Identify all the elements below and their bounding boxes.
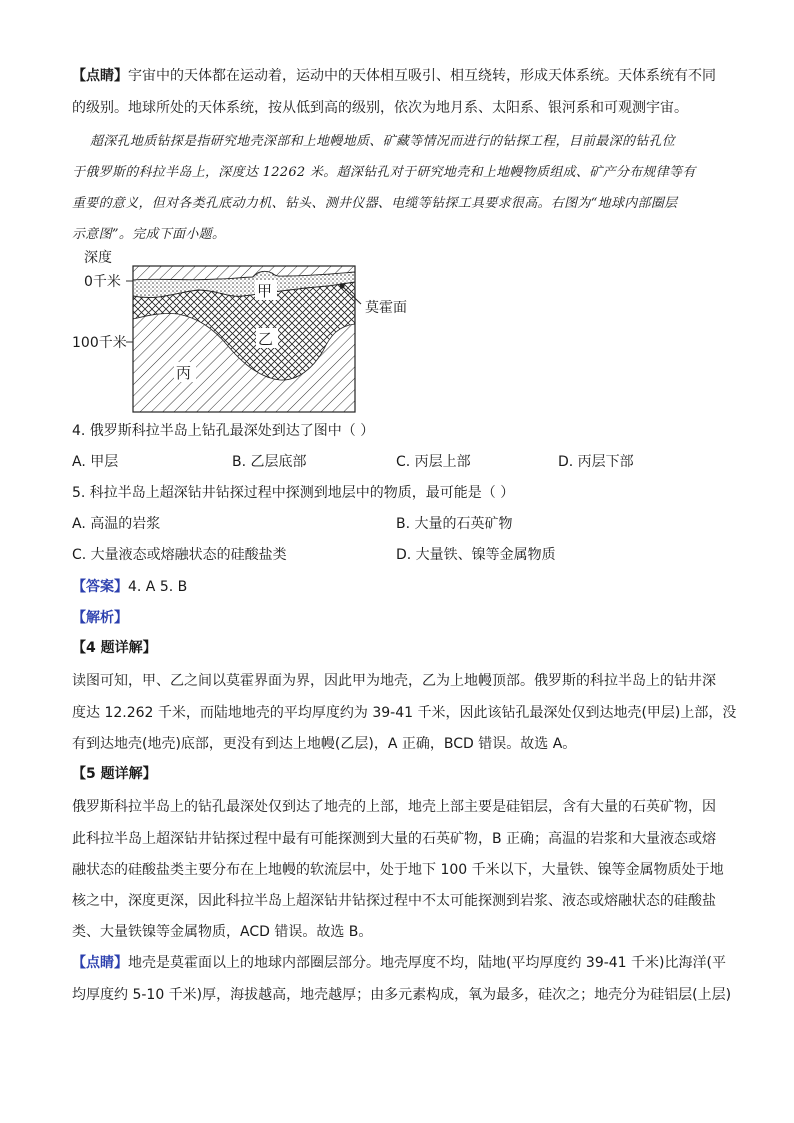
closing-tip-line-2: 均厚度约 5-10 千米)厚，海拔越高，地壳越厚；由多元素构成，氧为最多，硅次之；地壳分为硅铝层(上层)	[72, 987, 732, 1003]
closing-tip-tag: 【点睛】	[72, 955, 128, 971]
answer-tag: 【答案】	[72, 579, 128, 595]
q4-detail-tag: 【4 题详解】	[72, 640, 157, 656]
passage-line: 于俄罗斯的科拉半岛上，深度达 12262 米。超深钻孔对于研究地壳和上地幔物质组成、矿产分布规律等有	[72, 165, 696, 180]
q5-option-c: C. 大量液态或熔融状态的硅酸盐类	[72, 547, 287, 563]
depth-axis-title: 深度	[84, 250, 112, 266]
depth-0-label: 0千米	[84, 274, 121, 290]
q5-option-b: B. 大量的石英矿物	[396, 516, 513, 532]
q4-option-a: A. 甲层	[72, 454, 119, 470]
q4-detail-line: 读图可知，甲、乙之间以莫霍界面为界，因此甲为地壳，乙为上地幔顶部。俄罗斯的科拉半岛上的钻井深	[72, 673, 716, 689]
q5-detail-line: 核之中，深度更深，因此科拉半岛上超深钻井钻探过程中不太可能探测到岩浆、液态或熔融状态的硅酸盐	[72, 893, 716, 909]
question-5-stem: 5. 科拉半岛上超深钻井钻探过程中探测到地层中的物质，最可能是（ ）	[72, 485, 515, 501]
passage-line: 示意图”。完成下面小题。	[72, 227, 226, 242]
q5-detail-line: 类、大量铁镍等金属物质，ACD 错误。故选 B。	[72, 924, 373, 940]
intro-tip-line-2: 的级别。地球所处的天体系统，按从低到高的级别，依次为地月系、太阳系、银河系和可观测宇宙。	[72, 100, 688, 116]
passage-line: 重要的意义，但对各类孔底动力机、钻头、测井仪器、电缆等钻探工具要求很高。右图为“地球内部圈层	[72, 196, 678, 211]
intro-tip-line-1: 【点睛】宇宙中的天体都在运动着，运动中的天体相互吸引、相互绕转，形成天体系统。天体系统有不同	[72, 68, 716, 84]
q4-detail-line: 有到达地壳(地壳)底部，更没有到达上地幔(乙层)，A 正确，BCD 错误。故选 A。	[72, 736, 577, 752]
q5-detail-line: 此科拉半岛上超深钻井钻探过程中最有可能探测到大量的石英矿物，B 正确；高温的岩浆和大量液态或熔	[72, 831, 717, 847]
q5-option-d: D. 大量铁、镍等金属物质	[396, 547, 556, 563]
layer-c-label: 丙	[176, 364, 192, 382]
q5-option-a: A. 高温的岩浆	[72, 516, 161, 532]
q5-detail-line: 融状态的硅酸盐类主要分布在上地幔的软流层中，处于地下 100 千米以下，大量铁、镍等金属物质处于地	[72, 862, 724, 878]
question-4-stem: 4. 俄罗斯科拉半岛上钻孔最深处到达了图中（ ）	[72, 423, 375, 439]
analysis-tag: 【解析】	[72, 610, 128, 626]
q4-detail-line: 度达 12.262 千米，而陆地地壳的平均厚度约为 39-41 千米，因此该钻孔最深处仅到达地壳(甲层)上部，没	[72, 705, 737, 721]
layer-a-label: 甲	[257, 282, 273, 300]
passage-line: 超深孔地质钻探是指研究地壳深部和上地幔地质、矿藏等情况而进行的钻探工程，目前最深的钻孔位	[90, 134, 676, 149]
answer-text: 4. A 5. B	[128, 579, 188, 595]
closing-tip-line-1: 【点睛】地壳是莫霍面以上的地球内部圈层部分。地壳厚度不均，陆地(平均厚度约 39-41 千米)比海洋(平	[72, 955, 726, 971]
layer-b-label: 乙	[258, 330, 274, 348]
q4-option-b: B. 乙层底部	[232, 454, 307, 470]
q5-detail-line: 俄罗斯科拉半岛上的钻孔最深处仅到达了地壳的上部，地壳上部主要是硅铝层，含有大量的石英矿物，因	[72, 799, 716, 815]
q5-detail-tag: 【5 题详解】	[72, 766, 157, 782]
q4-option-c: C. 丙层上部	[396, 454, 471, 470]
answer-line	[72, 577, 187, 597]
depth-100-label: 100千米	[72, 335, 127, 351]
moho-label: 莫霍面	[365, 300, 407, 316]
tip-tag: 【点睛】	[72, 68, 128, 84]
earth-layers-figure	[68, 246, 438, 416]
q4-option-d: D. 丙层下部	[558, 454, 634, 470]
